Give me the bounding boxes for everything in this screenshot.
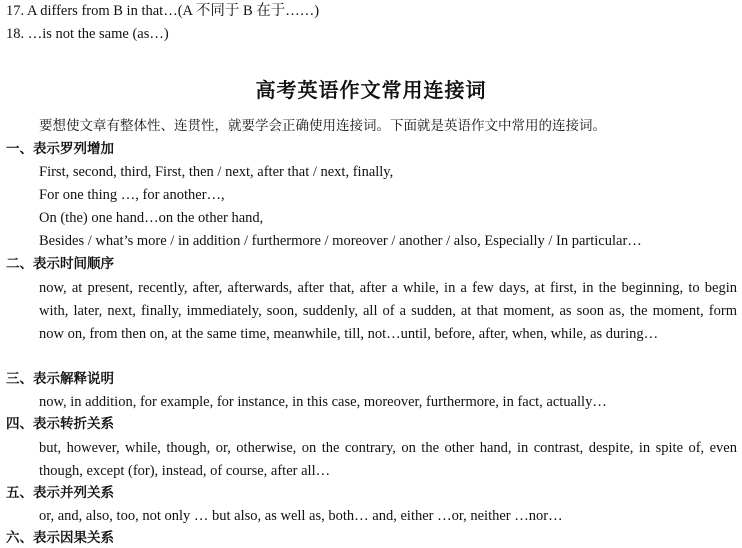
section-heading-parallel: 五、表示并列关系 (6, 485, 114, 501)
section-time-text: now, at present, recently, after, afterwards, after that, after a while, in a few days, at first, in the beginning, to begin with, later, next, finally, immediately, soon, suddenly, all of a sudden, at that moment, as soon as, the moment, form now on, from then on, at the same time, meanwhile, till, not…until, before, after, when, while, as during… (39, 280, 737, 342)
section-heading-time: 二、表示时间顺序 (6, 256, 114, 272)
section-listing-item: Besides / what’s more / in addition / furthermore / moreover / another / also, Especially / In particular… (39, 233, 642, 249)
page-title: 高考英语作文常用连接词 (255, 78, 487, 102)
section-heading-contrast: 四、表示转折关系 (6, 416, 114, 432)
section-explanation-text: now, in addition, for example, for instance, in this case, moreover, furthermore, in fact, actually… (39, 394, 607, 410)
section-listing-item: For one thing …, for another…, (39, 187, 225, 203)
section-listing-item: First, second, third, First, then / next, after that / next, finally, (39, 164, 394, 180)
section-parallel-text: or, and, also, too, not only … but also, as well as, both… and, either …or, neither …nor… (39, 508, 563, 524)
list-item-17: 17. A differs from B in that…(A 不同于 B 在于……) (6, 3, 320, 19)
section-heading-listing: 一、表示罗列增加 (6, 141, 114, 157)
section-heading-cause-effect: 六、表示因果关系 (6, 530, 114, 546)
section-contrast-text: but, however, while, though, or, otherwise, on the contrary, on the other hand, in contrast, despite, in spite of, even though, except (for), instead, of course, after all… (39, 440, 737, 479)
section-listing-item: On (the) one hand…on the other hand, (39, 210, 264, 226)
section-heading-explanation: 三、表示解释说明 (6, 371, 114, 387)
list-item-18: 18. …is not the same (as…) (6, 26, 169, 42)
intro-paragraph: 要想使文章有整体性、连贯性，就要学会正确使用连接词。下面就是英语作文中常用的连接词。 (39, 118, 606, 134)
